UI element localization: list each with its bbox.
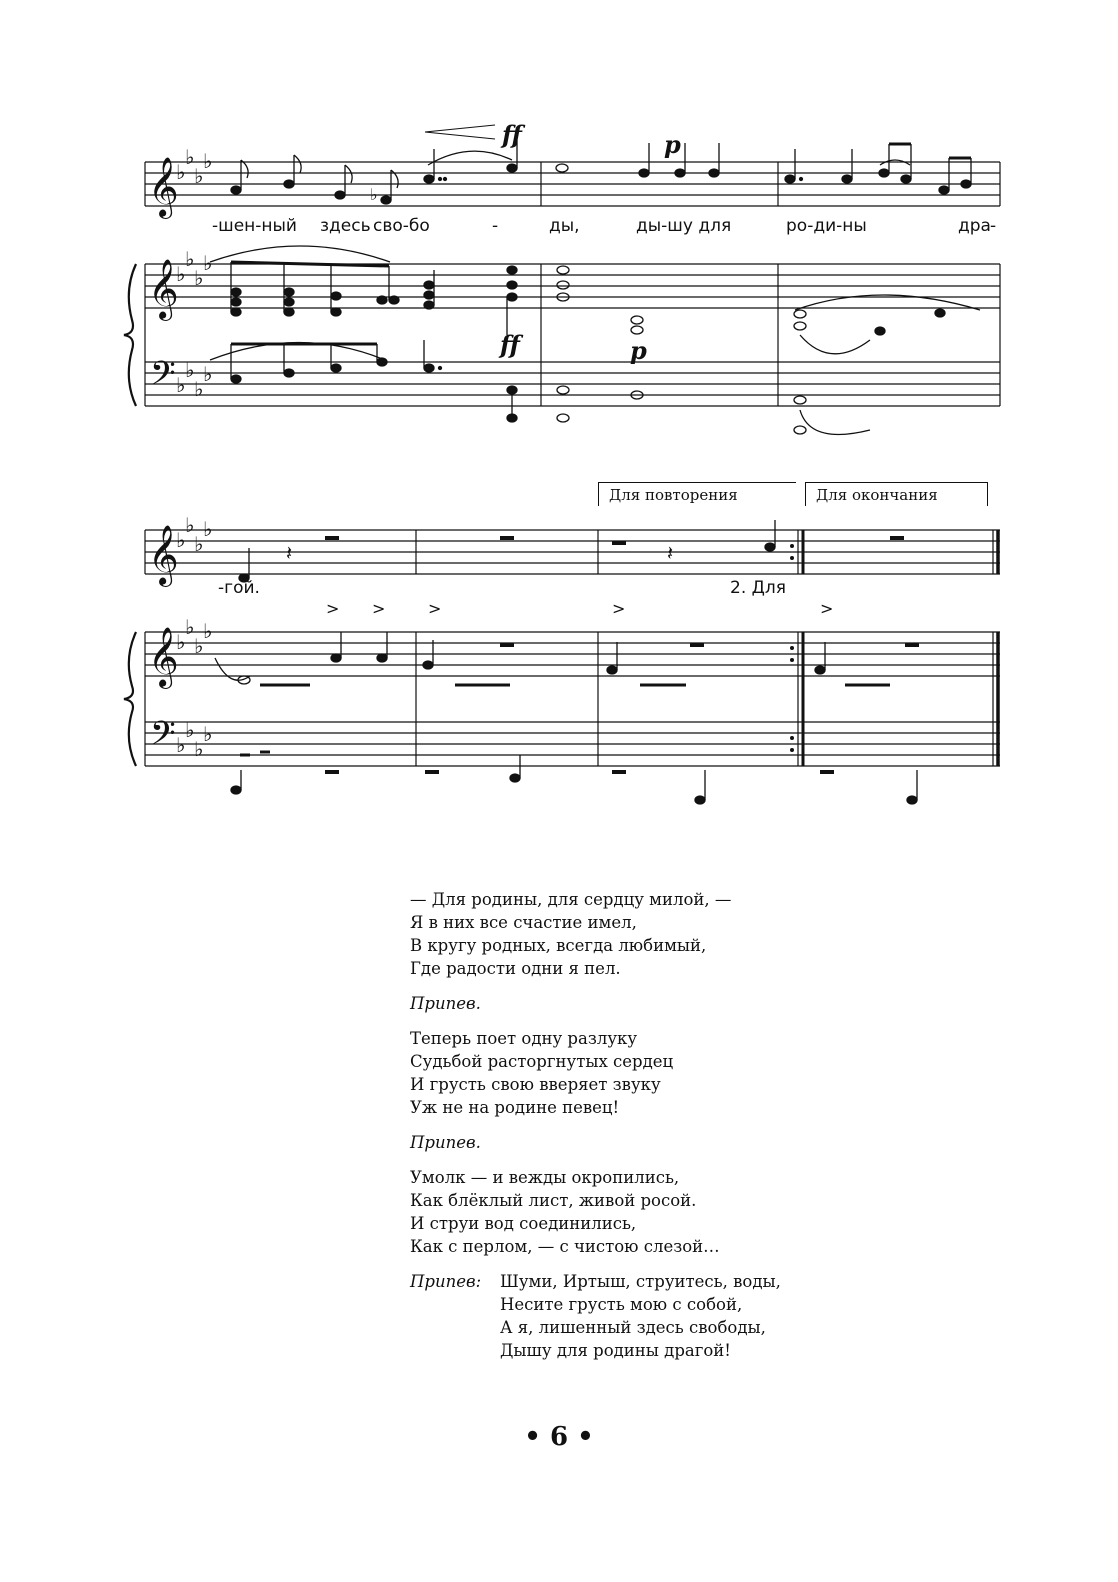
verse-line: — Для родины, для сердцу милой, — bbox=[410, 890, 732, 909]
svg-text:>: > bbox=[428, 599, 442, 618]
svg-text:♭: ♭ bbox=[176, 373, 186, 397]
bass-clef-icon: 𝄢 bbox=[150, 715, 176, 761]
dynamic-ff: ff bbox=[502, 120, 522, 149]
system2-piano-bass-staff bbox=[145, 722, 1000, 766]
svg-text:𝄽: 𝄽 bbox=[667, 541, 674, 565]
refrain-label: Припев. bbox=[410, 994, 481, 1013]
lyric-syllable: ды-шу для bbox=[636, 216, 732, 236]
svg-text:♭: ♭ bbox=[185, 615, 195, 639]
refrain-line: Дышу для родины драгой! bbox=[500, 1341, 731, 1360]
verse-line: Я в них все счастие имел, bbox=[410, 913, 637, 932]
verse-line: И струи вод соединились, bbox=[410, 1214, 637, 1233]
verse-line: И грусть свою вверяет звуку bbox=[410, 1075, 661, 1094]
svg-text:♭: ♭ bbox=[176, 262, 186, 286]
stanza bbox=[410, 1027, 781, 1119]
treble-clef-icon: 𝄞 bbox=[148, 525, 179, 585]
svg-text:♭: ♭ bbox=[185, 145, 195, 169]
verses-block bbox=[410, 888, 781, 1362]
final-refrain-label: Припев: bbox=[410, 1272, 482, 1291]
refrain-line: А я, лишенный здесь свободы, bbox=[500, 1318, 766, 1337]
dynamic-p: p bbox=[664, 130, 681, 159]
lyric-syllable: ды, bbox=[549, 216, 580, 236]
volta-second-ending: Для окончания bbox=[805, 482, 988, 506]
system1-vocal-staff bbox=[145, 162, 1000, 206]
svg-text:♭: ♭ bbox=[203, 149, 213, 173]
svg-text:>: > bbox=[820, 599, 834, 618]
verse-line: В кругу родных, всегда любимый, bbox=[410, 936, 707, 955]
verse-line: Уж не на родине певец! bbox=[410, 1098, 620, 1117]
treble-clef-icon: 𝄞 bbox=[148, 259, 179, 319]
dynamic-ff-piano: ff bbox=[500, 330, 520, 359]
svg-text:♭: ♭ bbox=[203, 517, 213, 541]
svg-text:♭: ♭ bbox=[194, 266, 204, 290]
volta-first-ending: Для повторения bbox=[598, 482, 796, 506]
refrain-label: Припев. bbox=[410, 1133, 481, 1152]
stanza bbox=[410, 888, 781, 980]
svg-text:♭: ♭ bbox=[176, 733, 186, 757]
refrain-line: Шуми, Иртыш, струитесь, воды, bbox=[500, 1272, 781, 1291]
page-number: • 6 • bbox=[524, 1422, 594, 1452]
svg-text:♭: ♭ bbox=[194, 164, 204, 188]
svg-text:♭: ♭ bbox=[370, 185, 378, 204]
treble-clef-icon: 𝄞 bbox=[148, 627, 179, 687]
verse-line: Как с перлом, — с чистою слезой… bbox=[410, 1237, 720, 1256]
system2-vocal-staff bbox=[145, 530, 1000, 574]
lyric-syllable: сво-бо bbox=[373, 216, 430, 236]
svg-text:♭: ♭ bbox=[176, 160, 186, 184]
lyric-syllable: ро-ди-ны bbox=[786, 216, 867, 236]
verse-line: Как блёклый лист, живой росой. bbox=[410, 1191, 697, 1210]
verse-line: Умолк — и вежды окропились, bbox=[410, 1168, 680, 1187]
system1-piano-treble-staff bbox=[145, 264, 1000, 308]
key-signature-flats bbox=[176, 145, 212, 761]
treble-clef-icon: 𝄞 bbox=[148, 157, 179, 217]
svg-text:♭: ♭ bbox=[185, 513, 195, 537]
svg-text:♭: ♭ bbox=[194, 737, 204, 761]
lyric-syllable: -гой. bbox=[218, 578, 260, 598]
lyric-syllable: 2. Для bbox=[730, 578, 786, 598]
system2-piano-treble-staff bbox=[145, 632, 1000, 676]
lyric-syllable: - bbox=[492, 216, 499, 236]
lyric-syllable: -шен-ный bbox=[212, 216, 297, 236]
svg-text:♭: ♭ bbox=[194, 377, 204, 401]
svg-text:♭: ♭ bbox=[176, 528, 186, 552]
verse-line: Теперь поет одну разлуку bbox=[410, 1029, 638, 1048]
lyric-syllable: дра bbox=[958, 216, 991, 236]
verse-line: Где радости одни я пел. bbox=[410, 959, 621, 978]
lyric-syllable: здесь bbox=[320, 216, 371, 236]
final-refrain bbox=[410, 1270, 781, 1362]
svg-text:♭: ♭ bbox=[176, 630, 186, 654]
bass-clef-icon: 𝄢 bbox=[150, 355, 176, 401]
refrain-line: Несите грусть мою с собой, bbox=[500, 1295, 743, 1314]
svg-text:𝄽: 𝄽 bbox=[286, 541, 293, 565]
svg-text:♭: ♭ bbox=[194, 634, 204, 658]
svg-text:♭: ♭ bbox=[185, 718, 195, 742]
svg-text:♭: ♭ bbox=[203, 251, 213, 275]
svg-text:♭: ♭ bbox=[185, 247, 195, 271]
svg-text:♭: ♭ bbox=[185, 358, 195, 382]
svg-text:♭: ♭ bbox=[203, 619, 213, 643]
lyric-syllable: - bbox=[990, 216, 997, 236]
svg-text:>: > bbox=[612, 599, 626, 618]
svg-text:>: > bbox=[326, 599, 340, 618]
svg-text:♭: ♭ bbox=[194, 532, 204, 556]
dynamic-p-piano: p bbox=[630, 336, 647, 365]
svg-text:>: > bbox=[372, 599, 386, 618]
svg-text:♭: ♭ bbox=[203, 722, 213, 746]
svg-text:♭: ♭ bbox=[203, 362, 213, 386]
verse-line: Судьбой расторгнутых сердец bbox=[410, 1052, 674, 1071]
system1-piano-bass-staff bbox=[145, 362, 1000, 406]
stanza bbox=[410, 1166, 781, 1258]
system1-vocal-notes bbox=[231, 125, 971, 204]
